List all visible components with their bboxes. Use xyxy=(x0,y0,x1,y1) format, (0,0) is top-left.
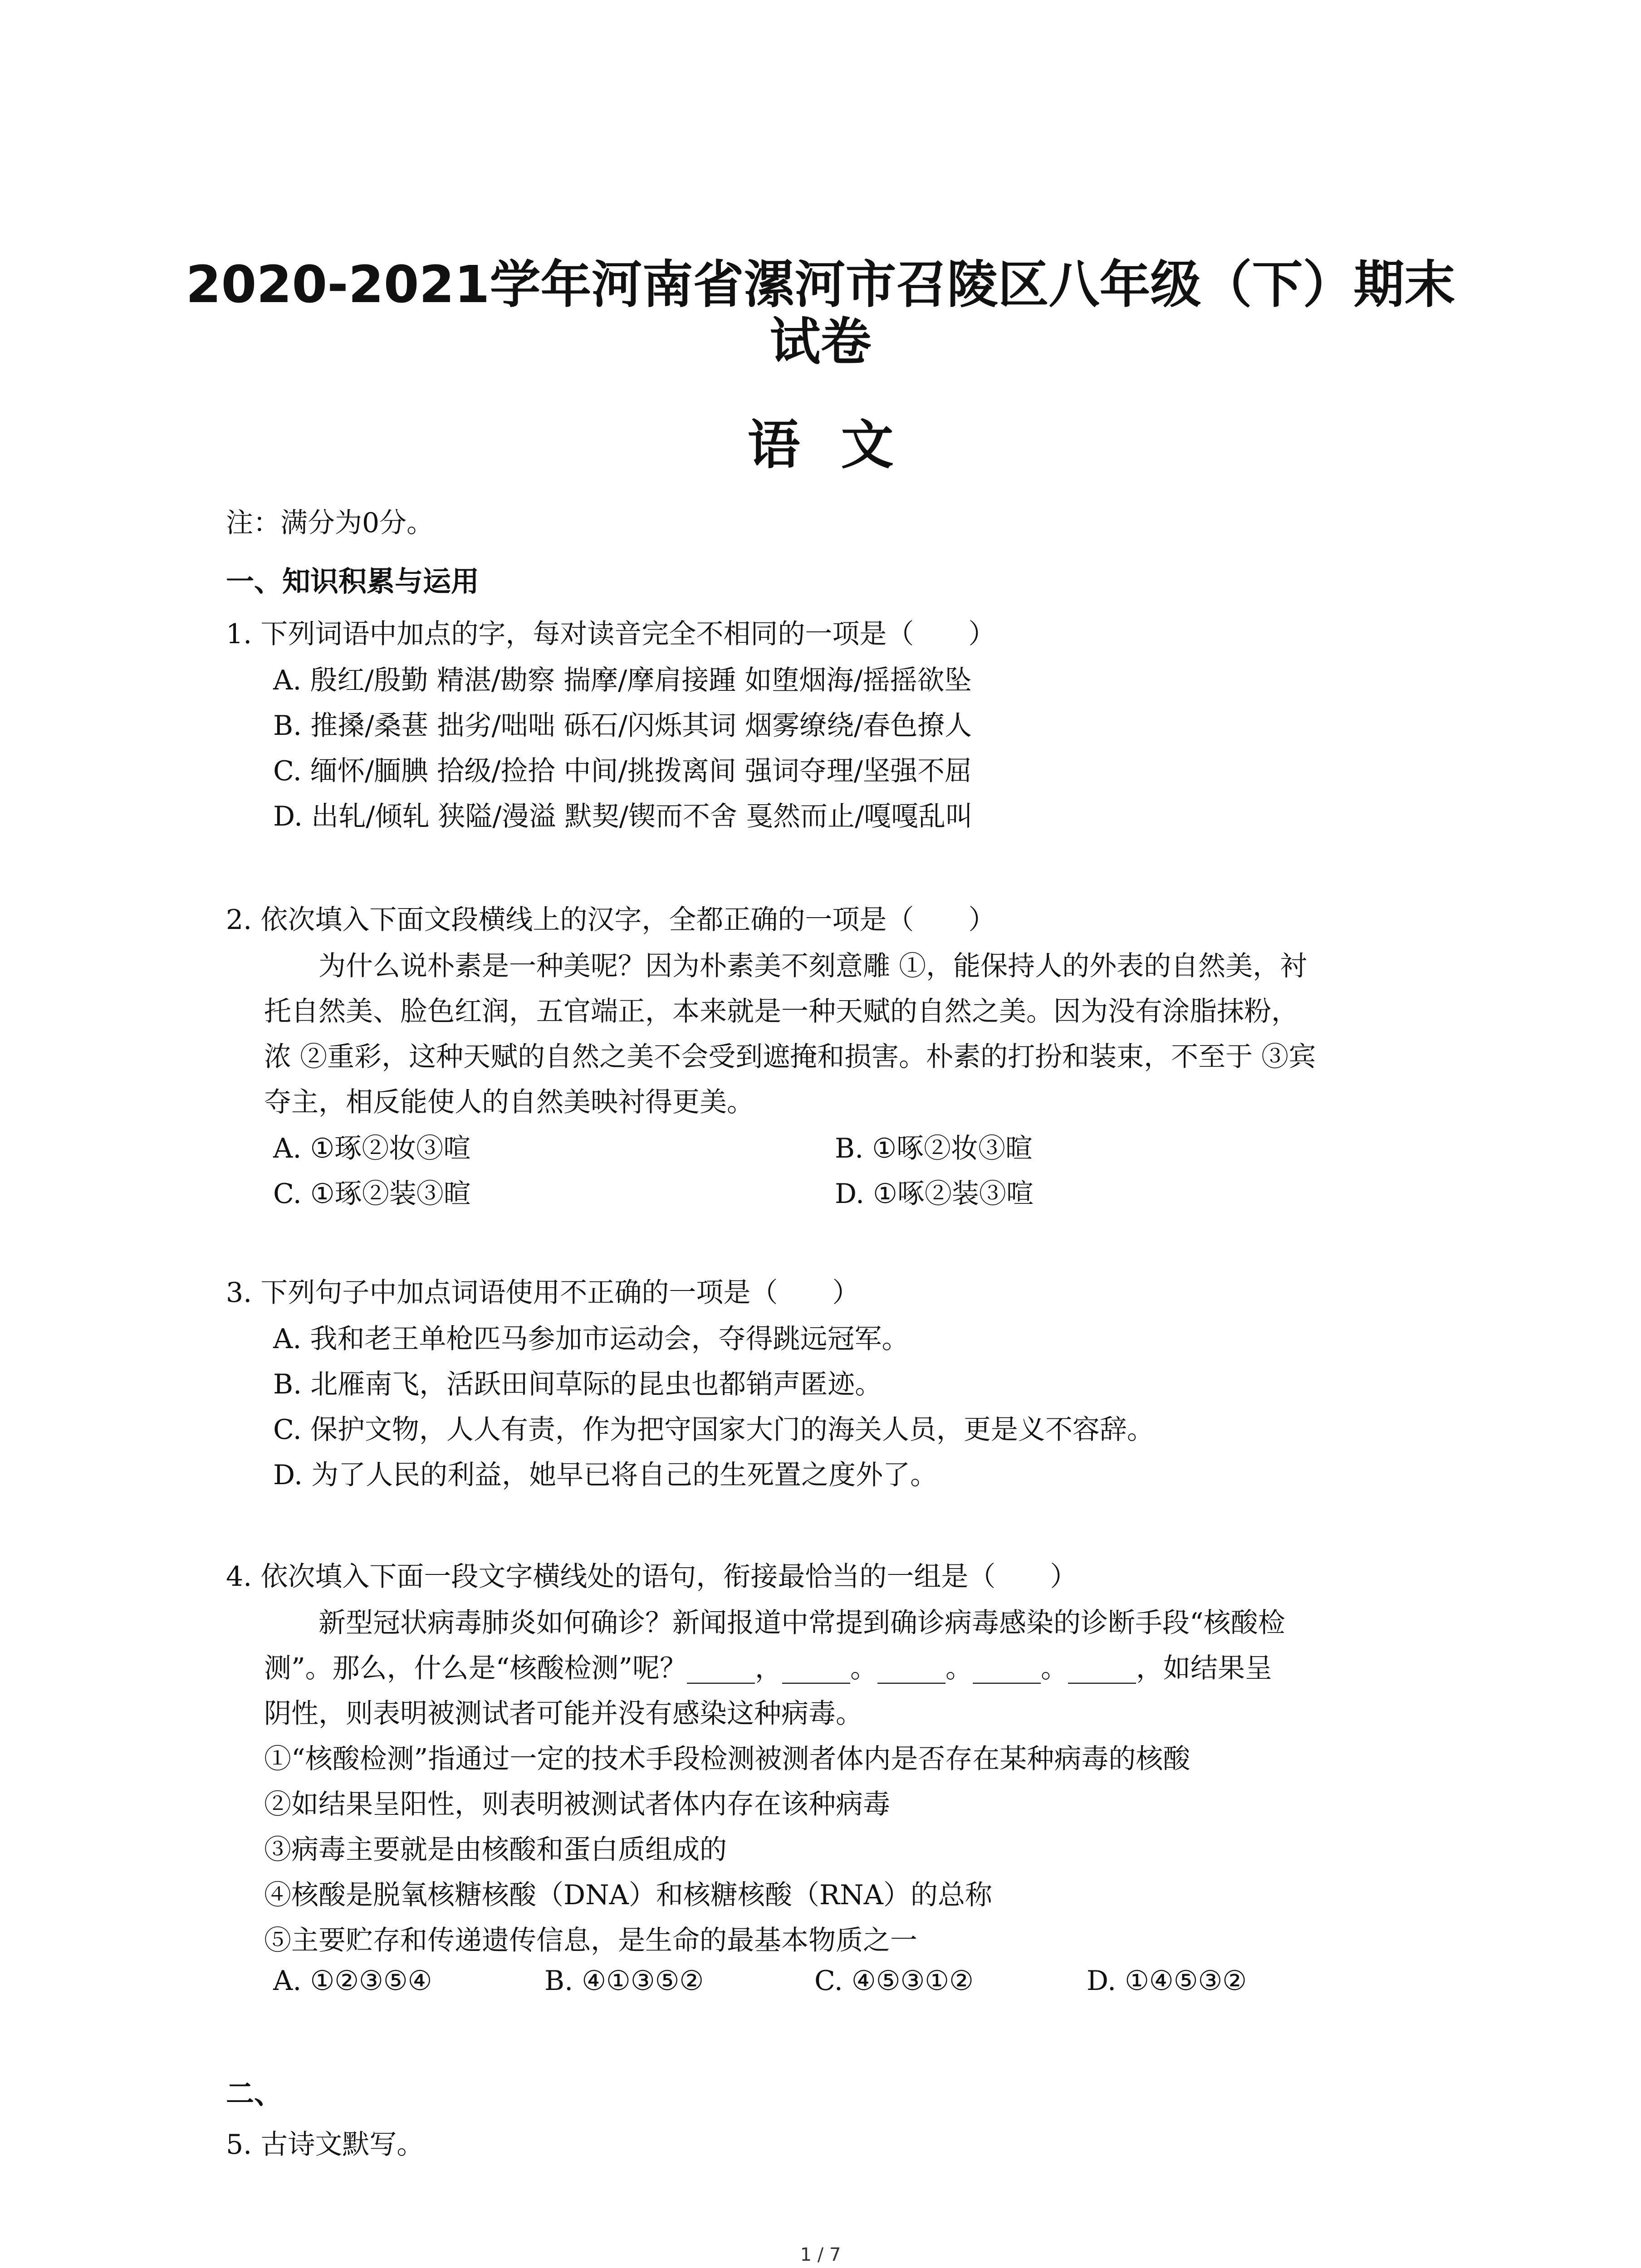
score-note: 注：满分为0分。 xyxy=(226,507,434,539)
question-3-stem: 3. 下列句子中加点词语使用不正确的一项是（ ） xyxy=(226,1277,860,1309)
question-4-passage-line: 阴性，则表明被测试者可能并没有感染这种病毒。 xyxy=(264,1698,863,1730)
question-4-item: ④核酸是脱氧核糖核酸（DNA）和核糖核酸（RNA）的总称 xyxy=(264,1879,992,1911)
question-4-option-d: D. ①④⑤③② xyxy=(1087,1965,1247,1997)
question-5-stem: 5. 古诗文默写。 xyxy=(226,2129,424,2160)
question-1-option-c: C. 缅怀/腼腆 拾级/捡拾 中间/挑拨离间 强词夺理/坚强不屈 xyxy=(273,755,972,787)
question-4-passage-line: 新型冠状病毒肺炎如何确诊？新闻报道中常提到确诊病毒感染的诊断手段“核酸检 xyxy=(264,1607,1285,1639)
question-2-passage-line: 夺主，相反能使人的自然美映衬得更美。 xyxy=(264,1086,754,1118)
exam-title-line1: 2020-2021学年河南省漯河市召陵区八年级（下）期末 xyxy=(186,255,1455,314)
question-1-option-d: D. 出轧/倾轧 狭隘/漫溢 默契/锲而不舍 戛然而止/嘎嘎乱叫 xyxy=(273,801,973,832)
question-2-stem: 2. 依次填入下面文段横线上的汉字，全都正确的一项是（ ） xyxy=(226,904,996,936)
question-4-item: ⑤主要贮存和传递遗传信息，是生命的最基本物质之一 xyxy=(264,1925,917,1956)
subject-heading: 语文 xyxy=(747,415,935,476)
question-1-option-b: B. 推搡/桑葚 拙劣/咄咄 砾石/闪烁其词 烟雾缭绕/春色撩人 xyxy=(273,710,972,742)
question-3-option-c: C. 保护文物，人人有责，作为把守国家大门的海关人员，更是义不容辞。 xyxy=(273,1414,1154,1446)
question-4-item: ①“核酸检测”指通过一定的技术手段检测被测者体内是否存在某种病毒的核酸 xyxy=(264,1743,1190,1775)
question-4-item: ②如结果呈阳性，则表明被测试者体内存在该种病毒 xyxy=(264,1789,890,1820)
question-4-option-b: B. ④①③⑤② xyxy=(544,1965,704,1997)
section-heading-2: 二、 xyxy=(226,2077,283,2110)
question-2-passage-line: 为什么说朴素是一种美呢？因为朴素美不刻意雕 ①，能保持人的外表的自然美，衬 xyxy=(264,950,1308,982)
question-1-option-a: A. 殷红/殷勤 精湛/勘察 揣摩/摩肩接踵 如堕烟海/摇摇欲坠 xyxy=(273,665,972,696)
question-3-option-b: B. 北雁南飞，活跃田间草际的昆虫也都销声匿迹。 xyxy=(273,1369,882,1400)
question-1-stem: 1. 下列词语中加点的字，每对读音完全不相同的一项是（ ） xyxy=(226,618,996,650)
question-3-option-d: D. 为了人民的利益，她早已将自己的生死置之度外了。 xyxy=(273,1459,938,1491)
exam-title-line2: 试卷 xyxy=(769,313,872,371)
question-3-option-a: A. 我和老王单枪匹马参加市运动会，夺得跳远冠军。 xyxy=(273,1323,909,1355)
question-4-item: ③病毒主要就是由核酸和蛋白质组成的 xyxy=(264,1834,727,1866)
question-4-option-a: A. ①②③⑤④ xyxy=(273,1965,432,1997)
question-2-option-a: A. ①琢②妆③喧 xyxy=(273,1133,471,1164)
question-4-option-c: C. ④⑤③①② xyxy=(814,1965,974,1997)
question-2-option-c: C. ①琢②装③暄 xyxy=(273,1178,471,1210)
question-4-passage-line: 测”。那么，什么是“核酸检测”呢？_____，_____。_____。_____。_____，如结果呈 xyxy=(264,1652,1273,1684)
question-2-option-d: D. ①啄②装③喧 xyxy=(835,1178,1034,1210)
page-number: 1 / 7 xyxy=(800,2244,841,2265)
question-2-passage-line: 浓 ②重彩，这种天赋的自然之美不会受到遮掩和损害。朴素的打扮和装束，不至于 ③宾 xyxy=(264,1041,1316,1073)
question-4-stem: 4. 依次填入下面一段文字横线处的语句，衔接最恰当的一组是（ ） xyxy=(226,1561,1078,1593)
section-heading-1: 一、知识积累与运用 xyxy=(226,565,480,598)
question-2-option-b: B. ①啄②妆③暄 xyxy=(835,1133,1033,1164)
question-2-passage-line: 托自然美、脸色红润，五官端正，本来就是一种天赋的自然之美。因为没有涂脂抹粉， xyxy=(264,996,1298,1027)
